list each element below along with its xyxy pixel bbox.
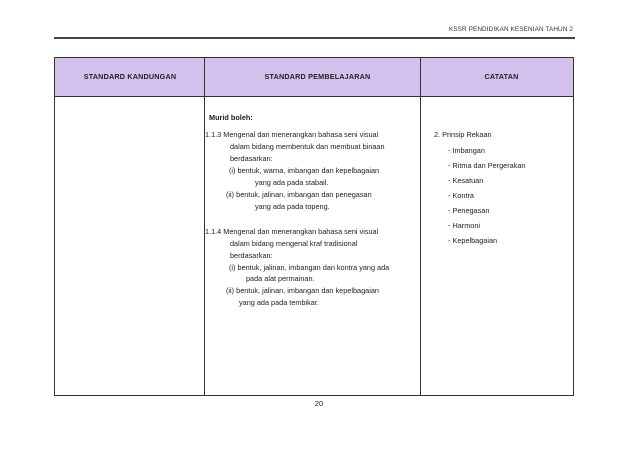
header-standard-kandungan: STANDARD KANDUNGAN [83,72,177,81]
learning-standard-line: yang ada pada tembikar. [239,298,319,307]
page-number: 20 [314,399,324,408]
learning-standard-line: yang ada pada topeng. [255,202,330,211]
catatan-item: - Imbangan [448,146,485,155]
learning-standard-line: pada alat permainan. [246,274,315,283]
column-divider [420,58,421,395]
catatan-item: - Harmoni [448,221,481,230]
table-header-row [55,58,573,97]
learning-standard-line: (i) bentuk, jalinan, imbangan dan kontra yang ada [229,263,390,272]
learning-standard-line: berdasarkan: [230,154,273,163]
header-rule [54,37,575,39]
learning-standard-line: berdasarkan: [230,251,273,260]
learning-standard-line: 1.1.4 Mengenal dan menerangkan bahasa seni visual [205,227,379,236]
header-catatan: CATATAN [484,72,519,81]
catatan-item: - Penegasan [448,206,490,215]
learning-standard-line: dalam bidang mengenal kraf tradisional [230,239,358,248]
catatan-item: - Kepelbagaian [448,236,498,245]
learning-standard-line: dalam bidang membentuk dan membuat binaan [230,142,385,151]
catatan-item: - Ritma dan Pergerakan [448,161,526,170]
learning-standard-line: (ii) bentuk, jalinan, imbangan dan penegasan [226,190,372,199]
catatan-item: - Kesatuan [448,176,484,185]
learning-standard-line: (i) bentuk, warna, imbangan dan kepelbagaian [229,166,380,175]
learning-standard-line: yang ada pada stabail. [255,178,329,187]
catatan-item: - Kontra [448,191,474,200]
running-header: KSSR PENDIDIKAN KESENIAN TAHUN 2 [448,26,573,33]
catatan-heading: 2. Prinsip Rekaan [434,130,492,139]
learning-standard-line: 1.1.3 Mengenal dan menerangkan bahasa seni visual [205,130,379,139]
header-standard-pembelajaran: STANDARD PEMBELAJARAN [264,72,371,81]
pembelajaran-intro: Murid boleh: [209,113,253,122]
curriculum-table [54,57,574,396]
learning-standard-line: (ii) bentuk, jalinan, imbangan dan kepelbagaian [226,286,379,295]
